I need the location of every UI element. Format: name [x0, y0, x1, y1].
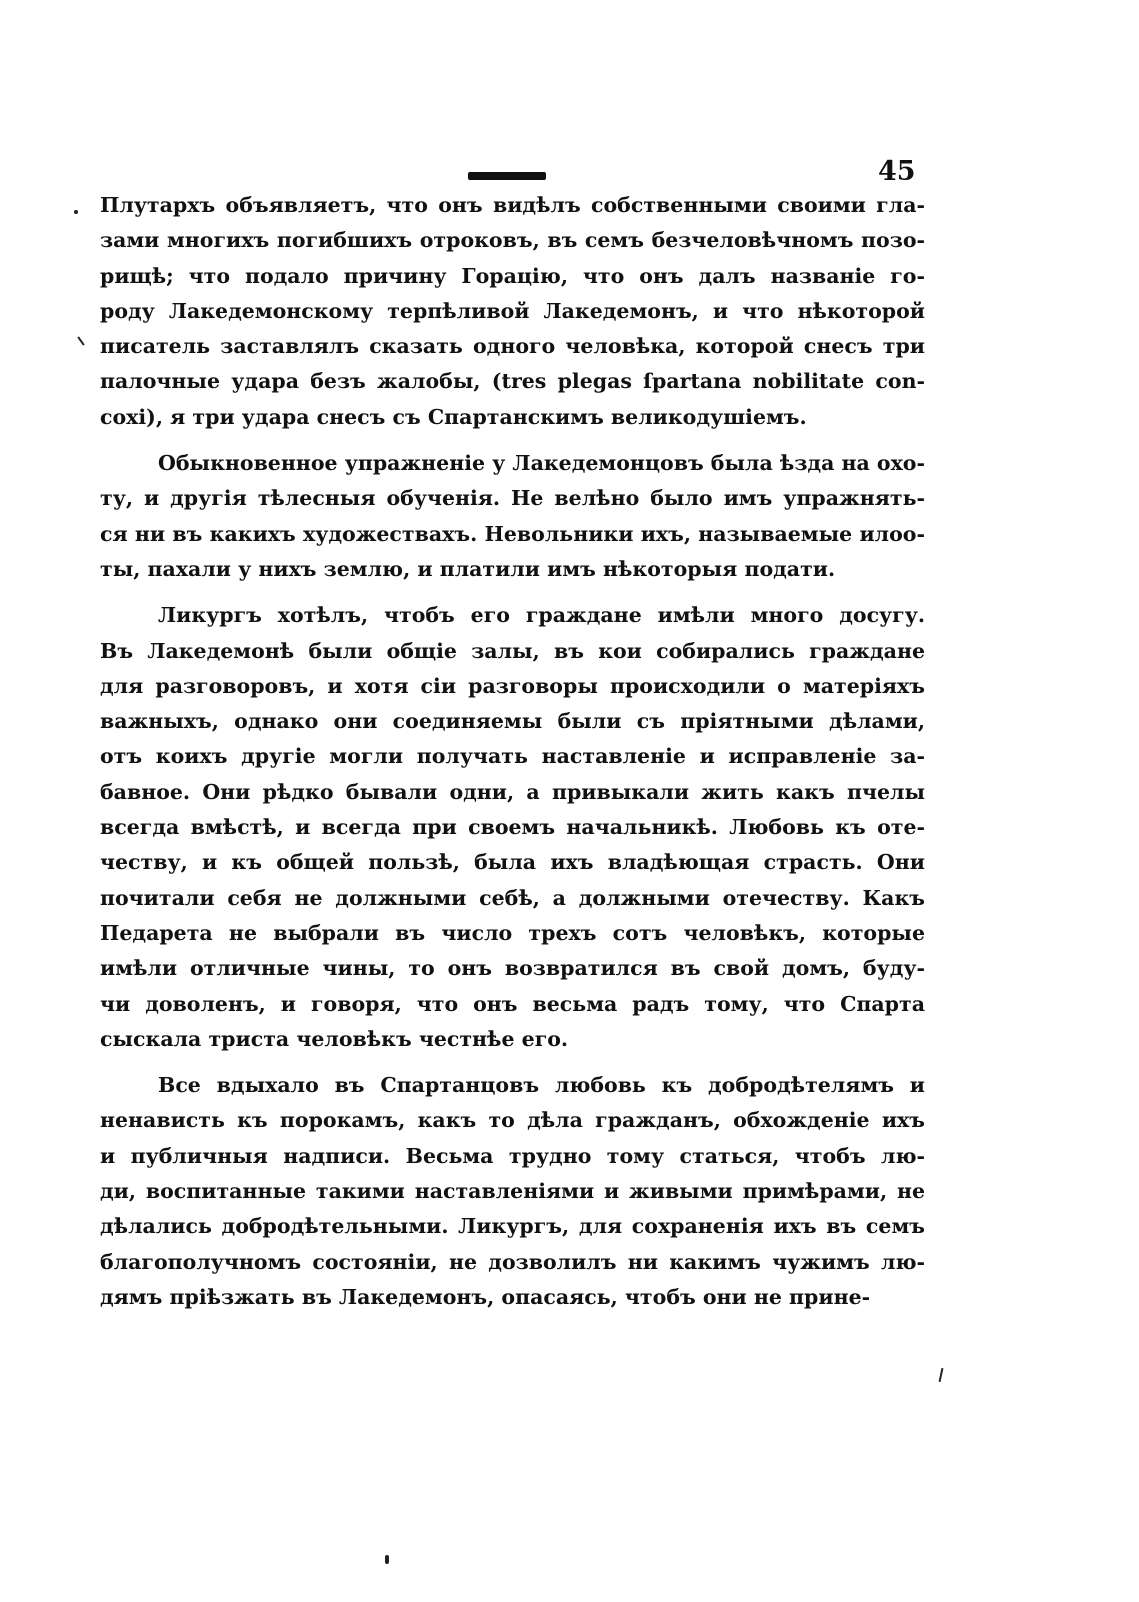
text-line: бавное. Они рѣдко бывали одни, а привыкали жить какъ пчелы [100, 779, 925, 804]
right-ink-mark [939, 1368, 944, 1382]
bottom-ink-mark [385, 1555, 389, 1564]
text-line: ся ни въ какихъ художествахъ. Невольники ихъ, называемые илоо- [100, 521, 925, 546]
text-line: роду Лакедемонскому терпѣливой Лакедемонъ, и что нѣкоторой [100, 298, 925, 323]
text-line: Обыкновенное упражненіе у Лакедемонцовъ была ѣзда на охо- [158, 451, 925, 476]
text-line: Все вдыхало въ Спартанцовъ любовь къ добродѣтелямъ и [158, 1073, 925, 1098]
text-line: зами многихъ погибшихъ отроковъ, въ семъ безчеловѣчномъ позо- [100, 228, 925, 253]
text-line: дямъ пріѣзжать въ Лакедемонъ, опасаясь, чтобъ они не прине- [100, 1284, 871, 1309]
text-line: ди, воспитанные такими наставленіями и живыми примѣрами, не [100, 1179, 925, 1204]
page-number: 45 [878, 156, 916, 187]
text-line: Ликургъ хотѣлъ, чтобъ его граждане имѣли много досугу. [158, 603, 925, 628]
header-rule [468, 172, 546, 180]
text-line: coxi), я три удара снесъ съ Спартанскимъ великодушіемъ. [100, 404, 807, 429]
body-text [100, 188, 925, 1326]
margin-tick [77, 336, 84, 345]
text-line: чи доволенъ, и говоря, что онъ весьма радъ тому, что Спарта [100, 991, 925, 1016]
paragraph [100, 446, 925, 587]
text-line: ты, пахали у нихъ землю, и платили имъ нѣкоторыя подати. [100, 556, 836, 581]
text-line: Педарета не выбрали въ число трехъ сотъ человѣкъ, которые [100, 920, 925, 945]
text-line: дѣлались добродѣтельными. Ликургъ, для сохраненія ихъ въ семъ [100, 1214, 925, 1239]
text-line: важныхъ, однако они соединяемы были съ пріятными дѣлами, [100, 709, 925, 734]
text-line: писатель заставлялъ сказать одного человѣка, которой снесъ три [100, 334, 925, 359]
text-line: отъ коихъ другіе могли получать наставленіе и исправленіе за- [100, 744, 925, 769]
text-line: рищѣ; что подало причину Горацію, что онъ далъ названіе го- [100, 263, 925, 288]
text-line: имѣли отличные чины, то онъ возвратился въ свой домъ, буду- [100, 956, 925, 981]
text-line: ту, и другія тѣлесныя обученія. Не велѣно было имъ упражнять- [100, 486, 925, 511]
text-line: почитали себя не должными себѣ, а должными отечеству. Какъ [100, 885, 925, 910]
text-line: всегда вмѣстѣ, и всегда при своемъ начальникѣ. Любовь къ оте- [100, 815, 925, 840]
text-line: палочные удара безъ жалобы, (tres plegas ſpartana nobilitate con- [100, 369, 925, 394]
text-line: Плутархъ объявляетъ, что онъ видѣлъ собственными своими гла- [100, 193, 925, 217]
text-line: честву, и къ общей пользѣ, была ихъ владѣющая страсть. Они [100, 850, 925, 875]
text-line: для разговоровъ, и хотя сіи разговоры происходили о матеріяхъ [100, 673, 925, 698]
text-line: благополучномъ состояніи, не дозволилъ ни какимъ чужимъ лю- [100, 1249, 925, 1274]
text-line: Въ Лакедемонѣ были общіе залы, въ кои собирались граждане [100, 638, 925, 663]
text-line: и публичныя надписи. Весьма трудно тому статься, чтобъ лю- [100, 1143, 925, 1168]
paragraph [100, 188, 925, 435]
text-line: сыскала триста человѣкъ честнѣе его. [100, 1026, 569, 1051]
paragraph [100, 598, 925, 1057]
margin-dot [74, 210, 78, 214]
text-line: ненависть къ порокамъ, какъ то дѣла гражданъ, обхожденіе ихъ [100, 1108, 925, 1133]
paragraph [100, 1068, 925, 1315]
